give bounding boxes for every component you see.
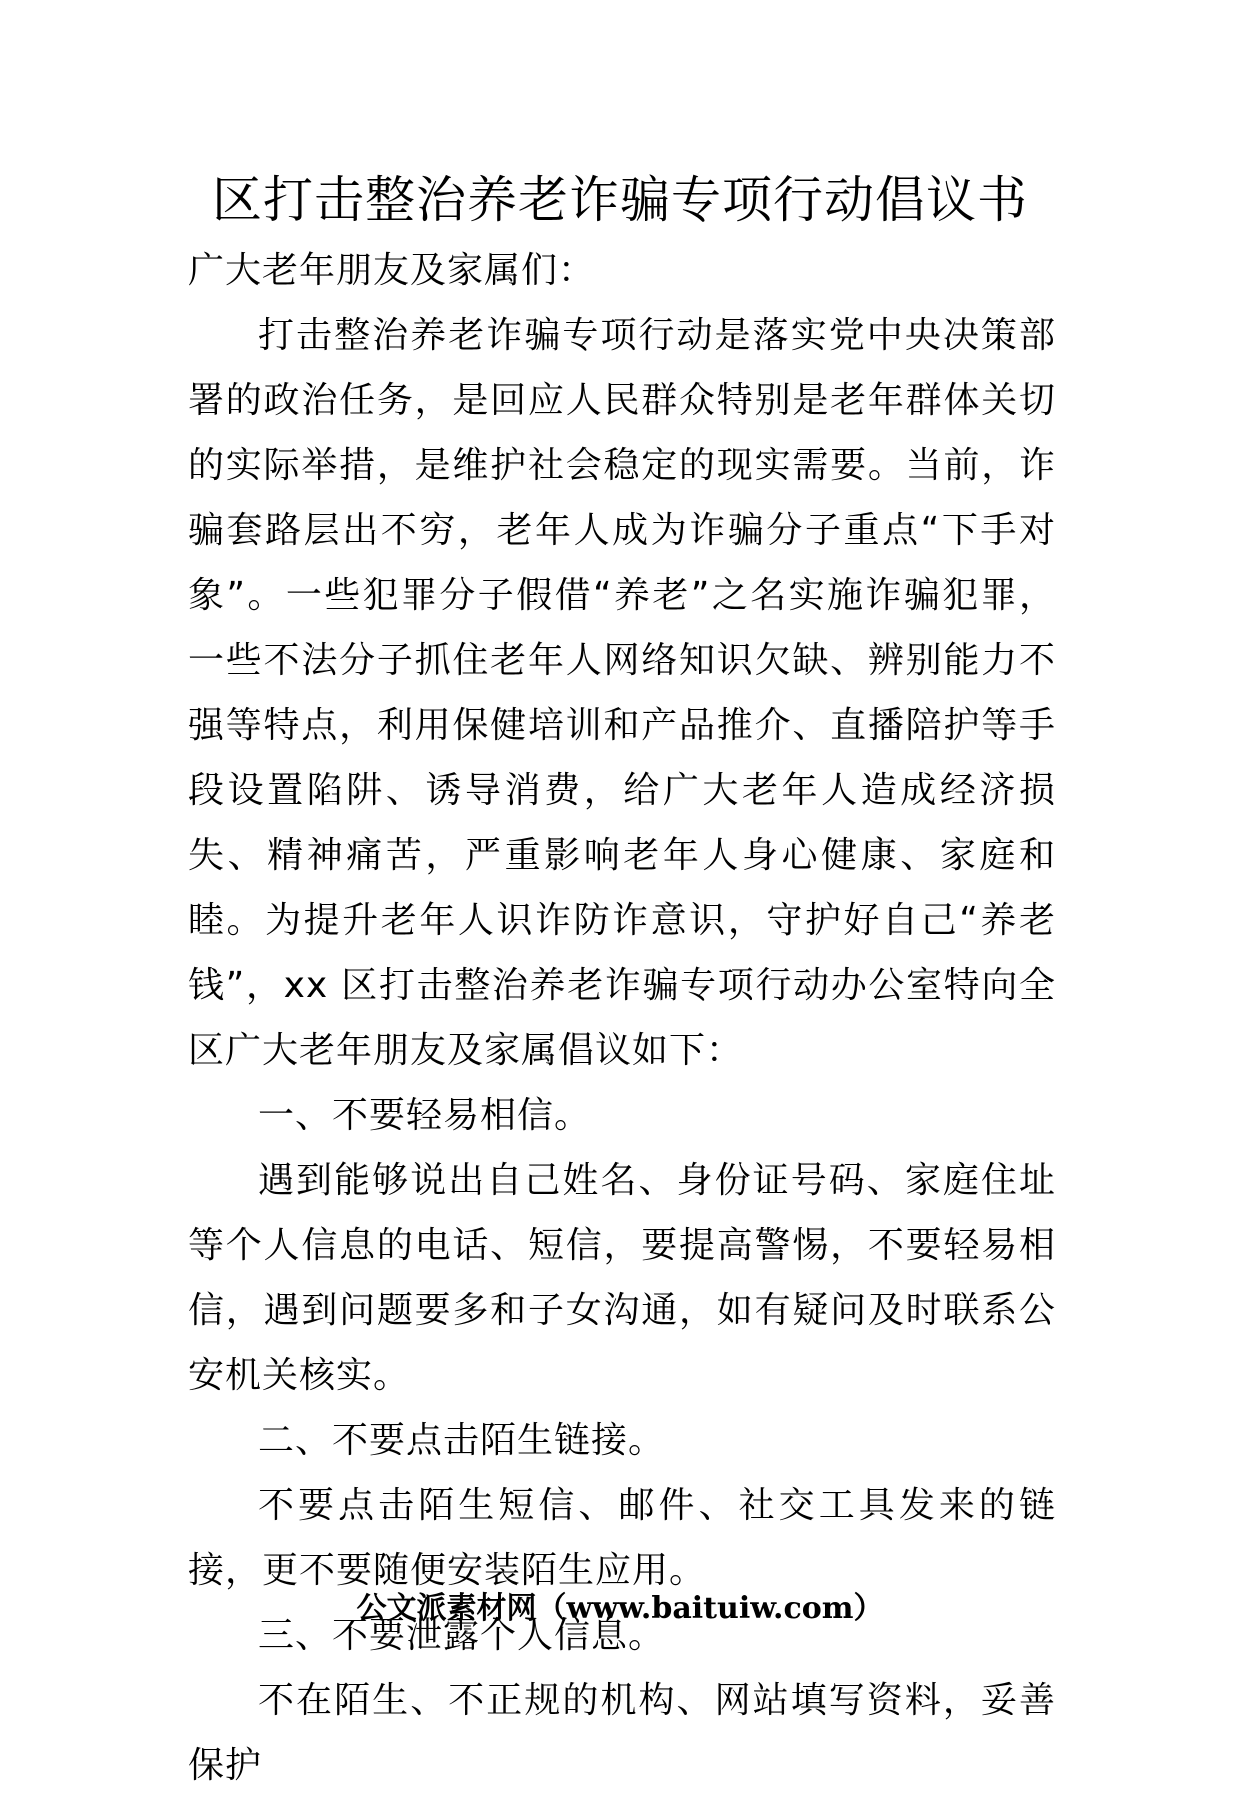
paragraph-item-3: 不在陌生、不正规的机构、网站填写资料，妥善保护 [188, 1680, 1056, 1786]
footer-watermark: 公文派素材网（www.baituiw.com） [356, 1591, 884, 1626]
document-title: 区打击整治养老诈骗专项行动倡议书 [212, 171, 1028, 229]
paragraph-item-2: 不要点击陌生短信、邮件、社交工具发来的链接，更不要随便安装陌生应用。 [188, 1485, 1056, 1591]
heading-item-2: 二、不要点击陌生链接。 [258, 1420, 666, 1461]
heading-item-3: 三、不要泄露个人信息。 [258, 1615, 666, 1656]
salutation: 广大老年朋友及家属们： [188, 250, 596, 291]
document-body [188, 238, 1056, 1798]
paragraph-item-1: 遇到能够说出自己姓名、身份证号码、家庭住址等个人信息的电话、短信，要提高警惕，不要轻易相信，遇到问题要多和子女沟通，如有疑问及时联系公安机关核实。 [188, 1160, 1056, 1396]
paragraph-intro: 打击整治养老诈骗专项行动是落实党中央决策部署的政治任务，是回应人民群众特别是老年群体关切的实际举措，是维护社会稳定的现实需要。当前，诈骗套路层出不穷，老年人成为诈骗分子重点“下手对象”。一些犯罪分子假借“养老”之名实施诈骗犯罪，一些不法分子抓住老年人网络知识欠缺、辨别能力不强等特点，利用保健培训和产品推介、直播陪护等手段设置陷阱、诱导消费，给广大老年人造成经济损失、精神痛苦，严重影响老年人身心健康、家庭和睦。为提升老年人识诈防诈意识，守护好自己“养老钱”，xx 区打击整治养老诈骗专项行动办公室特向全区广大老年朋友及家属倡议如下： [188, 315, 1056, 1071]
heading-item-1: 一、不要轻易相信。 [258, 1095, 592, 1136]
